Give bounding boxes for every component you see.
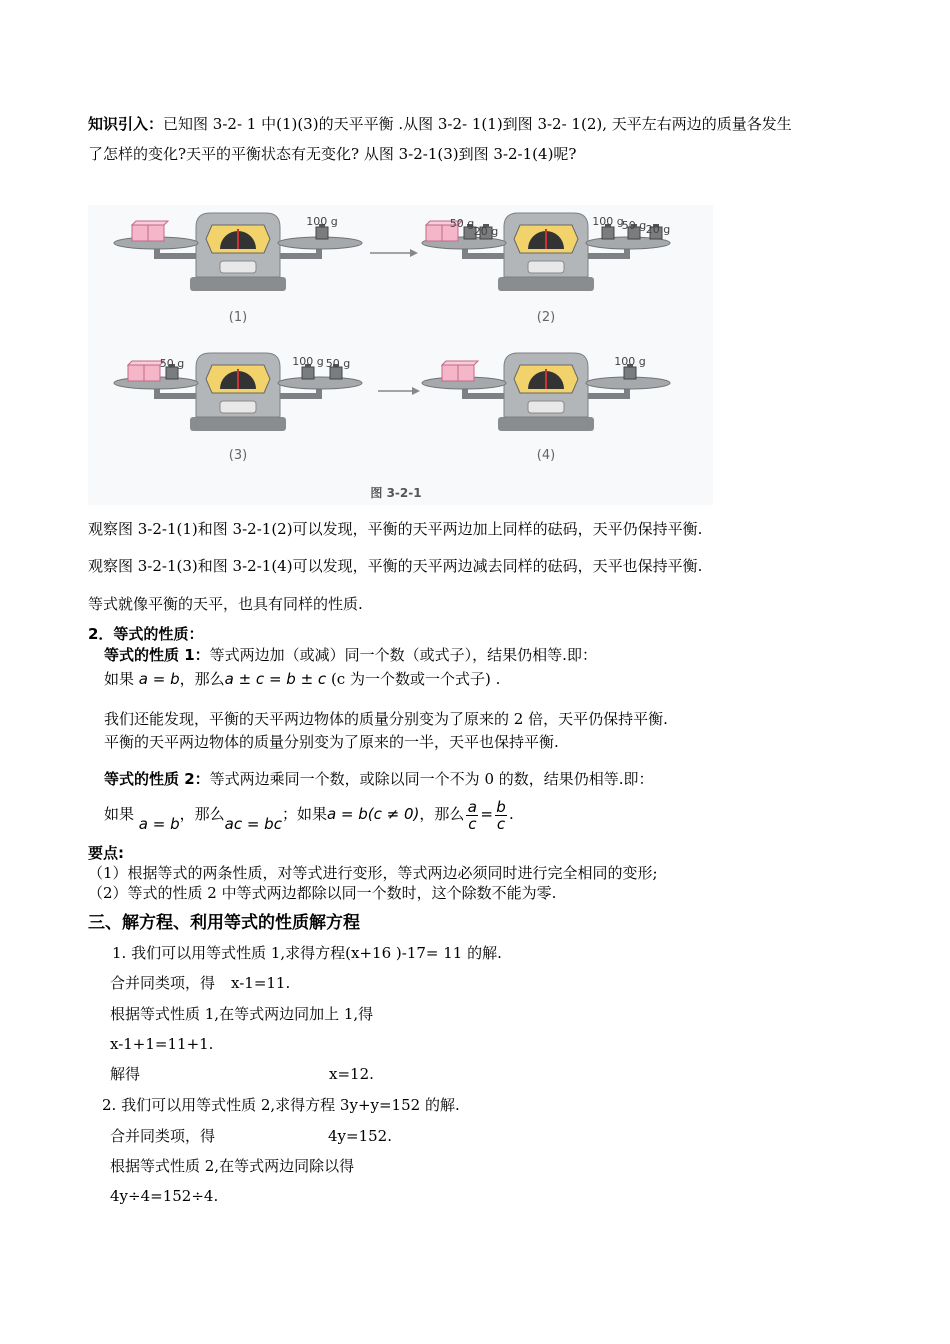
discover-1: 我们还能发现，平衡的天平两边物体的质量分别变为了原来的 2 倍，天平仍保持平衡. — [104, 710, 668, 728]
property-2-formula — [104, 794, 514, 840]
example-2-step-1-eq: 4y=152. — [328, 1127, 392, 1145]
observation-3: 等式就像平衡的天平，也具有同样的性质. — [88, 595, 363, 613]
property-1 — [104, 644, 597, 666]
panel-2 — [422, 213, 670, 325]
fraction-a-over-c — [466, 799, 478, 832]
panel-1-right-weight-1: 100 g — [306, 215, 338, 228]
panel-3-caption: (3) — [228, 448, 248, 463]
fraction-equals: = — [480, 805, 493, 823]
panel-3-left-weight-1: 50 g — [159, 357, 185, 370]
property-2-eq2: ac = bc — [224, 815, 282, 833]
panel-2-right-weight-2: 50 g — [621, 219, 647, 232]
example-1-step-1 — [110, 972, 290, 994]
example-1-step-1-eq: x-1=11. — [231, 974, 291, 992]
property-1-eq2: a ± c = b ± c — [224, 670, 327, 688]
example-1-step-1-label: 合并同类项，得 — [110, 974, 216, 992]
example-2-step-1-label: 合并同类项，得 — [110, 1127, 216, 1145]
example-2-step-2: 根据等式性质 2,在等式两边同除以得 — [110, 1157, 355, 1175]
example-1-question: 1. 我们可以用等式性质 1,求得方程(x+16 )-17= 11 的解. — [112, 944, 502, 962]
panel-2-caption: (2) — [536, 310, 556, 325]
example-1-step-4-eq: x=12. — [329, 1065, 374, 1083]
property-1-text: 等式两边加（或减）同一个数（或式子），结果仍相等.即： — [209, 646, 597, 664]
property-1-if: 如果 — [104, 670, 135, 688]
example-1-step-3: x-1+1=11+1. — [110, 1035, 214, 1053]
panel-4 — [422, 353, 670, 463]
section-3-title: 三、解方程、利用等式的性质解方程 — [88, 913, 360, 933]
observation-1: 观察图 3-2-1(1)和图 3-2-1(2)可以发现，平衡的天平两边加上同样的砝码，天平仍保持平衡. — [88, 520, 703, 538]
panel-2-right-weight-3: 20 g — [645, 223, 671, 236]
property-2-if: 如果 — [104, 805, 135, 823]
property-2-eq1: a = b — [138, 815, 180, 833]
example-2-question: 2. 我们可以用等式性质 2,求得方程 3y+y=152 的解. — [102, 1096, 460, 1114]
fraction-denominator-c: c — [468, 814, 477, 833]
property-2-label: 等式的性质 2： — [104, 770, 210, 788]
property-1-then: ，那么 — [179, 670, 225, 688]
fraction-b-over-c — [495, 799, 507, 832]
panel-2-right-weight-1: 100 g — [592, 215, 624, 228]
fraction-numerator-a: a — [467, 797, 477, 816]
observation-2: 观察图 3-2-1(3)和图 3-2-1(4)可以发现，平衡的天平两边减去同样的砝码，天平也保持平衡. — [88, 557, 703, 575]
intro-text-2: 了怎样的变化?天平的平衡状态有无变化? 从图 3-2-1(3)到图 3-2-1(4)呢? — [88, 145, 577, 163]
property-2-eq3: a = b(c ≠ 0) — [326, 805, 420, 823]
property-2-text: 等式两边乘同一个数，或除以同一个不为 0 的数，结果仍相等.即： — [209, 770, 654, 788]
panel-1-caption: (1) — [228, 310, 248, 325]
property-2-end: . — [508, 805, 514, 823]
discover-2: 平衡的天平两边物体的质量分别变为了原来的一半，天平也保持平衡. — [104, 733, 559, 751]
property-2 — [104, 768, 654, 790]
panel-3-right-weight-1: 100 g — [292, 355, 324, 368]
fraction-denominator-c2: c — [496, 814, 506, 833]
example-1-step-2: 根据等式性质 1,在等式两边同加上 1,得 — [110, 1005, 374, 1023]
intro-line-1 — [88, 113, 792, 135]
example-1-step-4-label: 解得 — [110, 1065, 141, 1083]
keypoint-2: （2）等式的性质 2 中等式两边都除以同一个数时，这个除数不能为零. — [88, 884, 557, 902]
panel-4-right-weight-1: 100 g — [614, 355, 646, 368]
panel-4-caption: (4) — [536, 448, 556, 463]
intro-text-1: 已知图 3-2- 1 中(1)(3)的天平平衡 .从图 3-2- 1(1)到图 3-2- 1(2), 天平左右两边的质量各发生 — [163, 115, 792, 133]
property-1-label: 等式的性质 1： — [104, 646, 210, 664]
property-1-note: (c 为一个数或一个式子) . — [326, 670, 501, 688]
property-2-then: ，那么 — [179, 805, 225, 823]
balance-figure — [88, 205, 713, 505]
property-2-then2: ，那么 — [419, 805, 465, 823]
panel-1 — [114, 213, 362, 325]
panel-3 — [114, 353, 362, 463]
keypoint-1: （1）根据等式的两条性质，对等式进行变形，等式两边必须同时进行完全相同的变形; — [88, 864, 658, 882]
property-2-sep: ；如果 — [281, 805, 327, 823]
section-2-title: 2．等式的性质： — [88, 625, 204, 643]
panel-3-right-weight-2: 50 g — [325, 357, 351, 370]
property-1-eq1: a = b — [138, 670, 180, 688]
fraction-numerator-b: b — [496, 797, 506, 816]
figure-title: 图 3-2-1 — [370, 486, 422, 500]
example-2-step-3: 4y÷4=152÷4. — [110, 1187, 219, 1205]
panel-2-left-weight-2: 20 g — [473, 225, 499, 238]
keypoints-title: 要点: — [88, 844, 124, 862]
balance-figure-svg — [88, 205, 713, 505]
intro-label: 知识引入： — [88, 115, 164, 133]
property-1-formula — [104, 668, 500, 690]
panel-2-left-weight-1: 50 g — [449, 217, 475, 230]
